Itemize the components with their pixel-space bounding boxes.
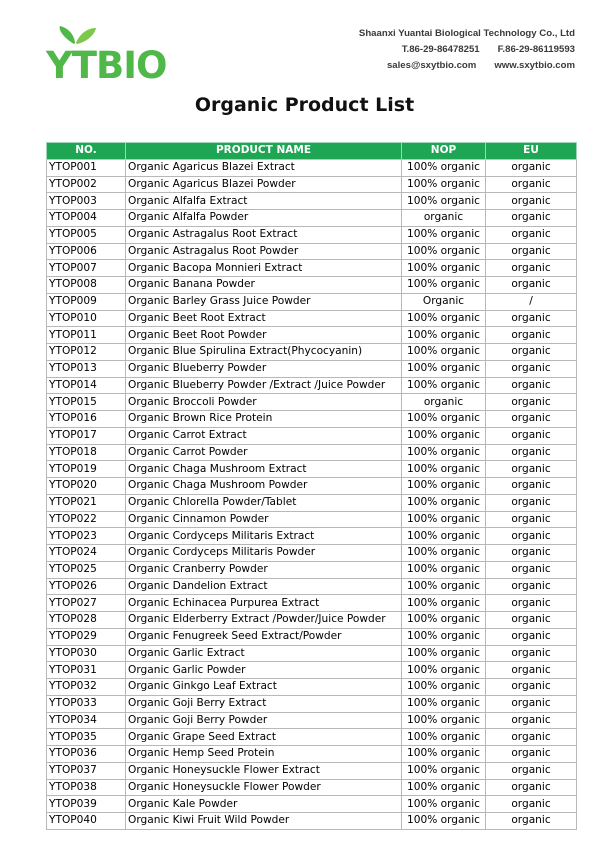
nop-status: 100% organic [402, 612, 486, 629]
nop-status: 100% organic [402, 226, 486, 243]
product-name: Organic Honeysuckle Flower Powder [126, 779, 402, 796]
product-name: Organic Carrot Extract [126, 427, 402, 444]
product-number: YTOP008 [47, 277, 126, 294]
eu-status: organic [486, 444, 577, 461]
logo-leaf-left [60, 26, 75, 44]
product-number: YTOP013 [47, 360, 126, 377]
product-name: Organic Alfalfa Extract [126, 193, 402, 210]
product-name: Organic Barley Grass Juice Powder [126, 293, 402, 310]
table-row [47, 411, 577, 428]
nop-status: 100% organic [402, 561, 486, 578]
product-name: Organic Chlorella Powder/Tablet [126, 494, 402, 511]
eu-status: organic [486, 746, 577, 763]
product-number: YTOP017 [47, 427, 126, 444]
table-row [47, 612, 577, 629]
product-name: Organic Brown Rice Protein [126, 411, 402, 428]
nop-status: 100% organic [402, 813, 486, 830]
nop-status: 100% organic [402, 695, 486, 712]
eu-status: organic [486, 662, 577, 679]
table-row [47, 578, 577, 595]
table-row [47, 193, 577, 210]
eu-status: organic [486, 511, 577, 528]
product-number: YTOP030 [47, 645, 126, 662]
nop-status: 100% organic [402, 494, 486, 511]
product-number: YTOP027 [47, 595, 126, 612]
nop-status: 100% organic [402, 176, 486, 193]
product-name: Organic Garlic Extract [126, 645, 402, 662]
product-number: YTOP012 [47, 344, 126, 361]
eu-status: / [486, 293, 577, 310]
nop-status: 100% organic [402, 411, 486, 428]
table-row [47, 327, 577, 344]
product-number: YTOP040 [47, 813, 126, 830]
nop-status: 100% organic [402, 545, 486, 562]
nop-status: 100% organic [402, 427, 486, 444]
eu-status: organic [486, 327, 577, 344]
product-name: Organic Kale Powder [126, 796, 402, 813]
eu-status: organic [486, 159, 577, 176]
product-number: YTOP032 [47, 679, 126, 696]
eu-status: organic [486, 729, 577, 746]
eu-status: organic [486, 226, 577, 243]
nop-status: 100% organic [402, 360, 486, 377]
product-name: Organic Astragalus Root Extract [126, 226, 402, 243]
table-row [47, 277, 577, 294]
nop-status: organic [402, 394, 486, 411]
product-name: Organic Cordyceps Militaris Extract [126, 528, 402, 545]
product-number: YTOP003 [47, 193, 126, 210]
product-number: YTOP039 [47, 796, 126, 813]
company-fax: F.86-29-86119593 [497, 44, 575, 55]
logo-leaf-right [76, 28, 96, 44]
nop-status: 100% organic [402, 796, 486, 813]
product-number: YTOP036 [47, 746, 126, 763]
table-row [47, 159, 577, 176]
company-website[interactable]: www.sxytbio.com [494, 60, 575, 71]
product-name: Organic Bacopa Monnieri Extract [126, 260, 402, 277]
nop-status: 100% organic [402, 762, 486, 779]
table-row [47, 494, 577, 511]
nop-status: 100% organic [402, 344, 486, 361]
table-row [47, 377, 577, 394]
product-number: YTOP035 [47, 729, 126, 746]
nop-status: 100% organic [402, 327, 486, 344]
product-name: Organic Beet Root Extract [126, 310, 402, 327]
product-name: Organic Kiwi Fruit Wild Powder [126, 813, 402, 830]
nop-status: 100% organic [402, 277, 486, 294]
eu-status: organic [486, 595, 577, 612]
table-row [47, 226, 577, 243]
product-number: YTOP023 [47, 528, 126, 545]
eu-status: organic [486, 494, 577, 511]
logo-text: YTBIO [46, 44, 167, 84]
nop-status: 100% organic [402, 628, 486, 645]
eu-status: organic [486, 796, 577, 813]
nop-status: 100% organic [402, 159, 486, 176]
product-name: Organic Elderberry Extract /Powder/Juice Powder [126, 612, 402, 629]
product-name: Organic Carrot Powder [126, 444, 402, 461]
table-row [47, 561, 577, 578]
table-row [47, 310, 577, 327]
nop-status: 100% organic [402, 578, 486, 595]
eu-status: organic [486, 193, 577, 210]
product-name: Organic Astragalus Root Powder [126, 243, 402, 260]
page-title: Organic Product List [194, 94, 415, 116]
eu-status: organic [486, 695, 577, 712]
product-number: YTOP024 [47, 545, 126, 562]
eu-status: organic [486, 712, 577, 729]
product-number: YTOP037 [47, 762, 126, 779]
eu-status: organic [486, 528, 577, 545]
product-number: YTOP002 [47, 176, 126, 193]
column-header-nop: NOP [402, 143, 486, 160]
table-row [47, 427, 577, 444]
table-row [47, 679, 577, 696]
table-row [47, 729, 577, 746]
product-name: Organic Hemp Seed Protein [126, 746, 402, 763]
table-row [47, 813, 577, 830]
product-name: Organic Grape Seed Extract [126, 729, 402, 746]
nop-status: 100% organic [402, 511, 486, 528]
nop-status: 100% organic [402, 712, 486, 729]
product-number: YTOP022 [47, 511, 126, 528]
product-number: YTOP011 [47, 327, 126, 344]
column-header-product-name: PRODUCT NAME [126, 143, 402, 160]
product-name: Organic Cinnamon Powder [126, 511, 402, 528]
product-name: Organic Beet Root Powder [126, 327, 402, 344]
table-row [47, 528, 577, 545]
product-name: Organic Chaga Mushroom Powder [126, 478, 402, 495]
product-name: Organic Goji Berry Extract [126, 695, 402, 712]
product-number: YTOP034 [47, 712, 126, 729]
company-logo [44, 24, 168, 84]
eu-status: organic [486, 243, 577, 260]
eu-status: organic [486, 210, 577, 227]
eu-status: organic [486, 310, 577, 327]
product-number: YTOP018 [47, 444, 126, 461]
table-row [47, 511, 577, 528]
eu-status: organic [486, 176, 577, 193]
nop-status: 100% organic [402, 779, 486, 796]
table-row [47, 645, 577, 662]
eu-status: organic [486, 645, 577, 662]
eu-status: organic [486, 612, 577, 629]
product-number: YTOP004 [47, 210, 126, 227]
table-row [47, 628, 577, 645]
nop-status: 100% organic [402, 729, 486, 746]
table-row [47, 461, 577, 478]
nop-status: 100% organic [402, 478, 486, 495]
nop-status: 100% organic [402, 444, 486, 461]
table-row [47, 293, 577, 310]
eu-status: organic [486, 478, 577, 495]
table-row [47, 545, 577, 562]
product-number: YTOP028 [47, 612, 126, 629]
table-row [47, 695, 577, 712]
nop-status: 100% organic [402, 679, 486, 696]
product-number: YTOP021 [47, 494, 126, 511]
table-row [47, 779, 577, 796]
product-name: Organic Cordyceps Militaris Powder [126, 545, 402, 562]
eu-status: organic [486, 461, 577, 478]
nop-status: 100% organic [402, 595, 486, 612]
product-number: YTOP006 [47, 243, 126, 260]
product-number: YTOP038 [47, 779, 126, 796]
eu-status: organic [486, 360, 577, 377]
nop-status: 100% organic [402, 260, 486, 277]
column-header-eu: EU [486, 143, 577, 160]
nop-status: 100% organic [402, 662, 486, 679]
table-row [47, 796, 577, 813]
eu-status: organic [486, 561, 577, 578]
company-name: Shaanxi Yuantai Biological Technology Co., Ltd [358, 28, 575, 39]
eu-status: organic [486, 762, 577, 779]
nop-status: 100% organic [402, 528, 486, 545]
nop-status: 100% organic [402, 461, 486, 478]
product-number: YTOP015 [47, 394, 126, 411]
eu-status: organic [486, 411, 577, 428]
nop-status: 100% organic [402, 645, 486, 662]
product-name: Organic Blueberry Powder [126, 360, 402, 377]
product-name: Organic Honeysuckle Flower Extract [126, 762, 402, 779]
eu-status: organic [486, 628, 577, 645]
product-number: YTOP016 [47, 411, 126, 428]
eu-status: organic [486, 277, 577, 294]
table-row [47, 712, 577, 729]
product-number: YTOP005 [47, 226, 126, 243]
table-row [47, 243, 577, 260]
product-number: YTOP001 [47, 159, 126, 176]
product-name: Organic Banana Powder [126, 277, 402, 294]
company-tel: T.86-29-86478251 [401, 44, 480, 55]
table-row [47, 662, 577, 679]
product-number: YTOP029 [47, 628, 126, 645]
product-name: Organic Echinacea Purpurea Extract [126, 595, 402, 612]
product-name: Organic Garlic Powder [126, 662, 402, 679]
eu-status: organic [486, 377, 577, 394]
table-row [47, 260, 577, 277]
nop-status: 100% organic [402, 193, 486, 210]
product-number: YTOP014 [47, 377, 126, 394]
product-number: YTOP007 [47, 260, 126, 277]
nop-status: Organic [402, 293, 486, 310]
nop-status: organic [402, 210, 486, 227]
eu-status: organic [486, 779, 577, 796]
product-number: YTOP033 [47, 695, 126, 712]
table-row [47, 360, 577, 377]
product-number: YTOP031 [47, 662, 126, 679]
nop-status: 100% organic [402, 746, 486, 763]
product-name: Organic Alfalfa Powder [126, 210, 402, 227]
product-name: Organic Agaricus Blazei Powder [126, 176, 402, 193]
table-row [47, 444, 577, 461]
product-name: Organic Blueberry Powder /Extract /Juice Powder [126, 377, 402, 394]
nop-status: 100% organic [402, 377, 486, 394]
product-number: YTOP026 [47, 578, 126, 595]
table-row [47, 595, 577, 612]
product-name: Organic Agaricus Blazei Extract [126, 159, 402, 176]
product-name: Organic Fenugreek Seed Extract/Powder [126, 628, 402, 645]
product-name: Organic Chaga Mushroom Extract [126, 461, 402, 478]
product-name: Organic Dandelion Extract [126, 578, 402, 595]
company-email[interactable]: sales@sxytbio.com [386, 60, 477, 71]
product-number: YTOP025 [47, 561, 126, 578]
column-header-no: NO. [47, 143, 126, 160]
eu-status: organic [486, 394, 577, 411]
company-info [359, 26, 575, 74]
product-number: YTOP010 [47, 310, 126, 327]
product-name: Organic Cranberry Powder [126, 561, 402, 578]
table-header-row [47, 143, 577, 160]
table-row [47, 176, 577, 193]
product-table [46, 142, 577, 830]
product-name: Organic Broccoli Powder [126, 394, 402, 411]
eu-status: organic [486, 545, 577, 562]
eu-status: organic [486, 427, 577, 444]
product-name: Organic Blue Spirulina Extract(Phycocyanin) [126, 344, 402, 361]
table-row [47, 394, 577, 411]
eu-status: organic [486, 344, 577, 361]
nop-status: 100% organic [402, 310, 486, 327]
product-name: Organic Ginkgo Leaf Extract [126, 679, 402, 696]
product-rows [47, 159, 577, 829]
eu-status: organic [486, 578, 577, 595]
product-number: YTOP020 [47, 478, 126, 495]
nop-status: 100% organic [402, 243, 486, 260]
table-row [47, 762, 577, 779]
table-row [47, 746, 577, 763]
table-row [47, 344, 577, 361]
product-number: YTOP009 [47, 293, 126, 310]
eu-status: organic [486, 679, 577, 696]
eu-status: organic [486, 260, 577, 277]
product-number: YTOP019 [47, 461, 126, 478]
product-name: Organic Goji Berry Powder [126, 712, 402, 729]
table-row [47, 478, 577, 495]
eu-status: organic [486, 813, 577, 830]
table-row [47, 210, 577, 227]
